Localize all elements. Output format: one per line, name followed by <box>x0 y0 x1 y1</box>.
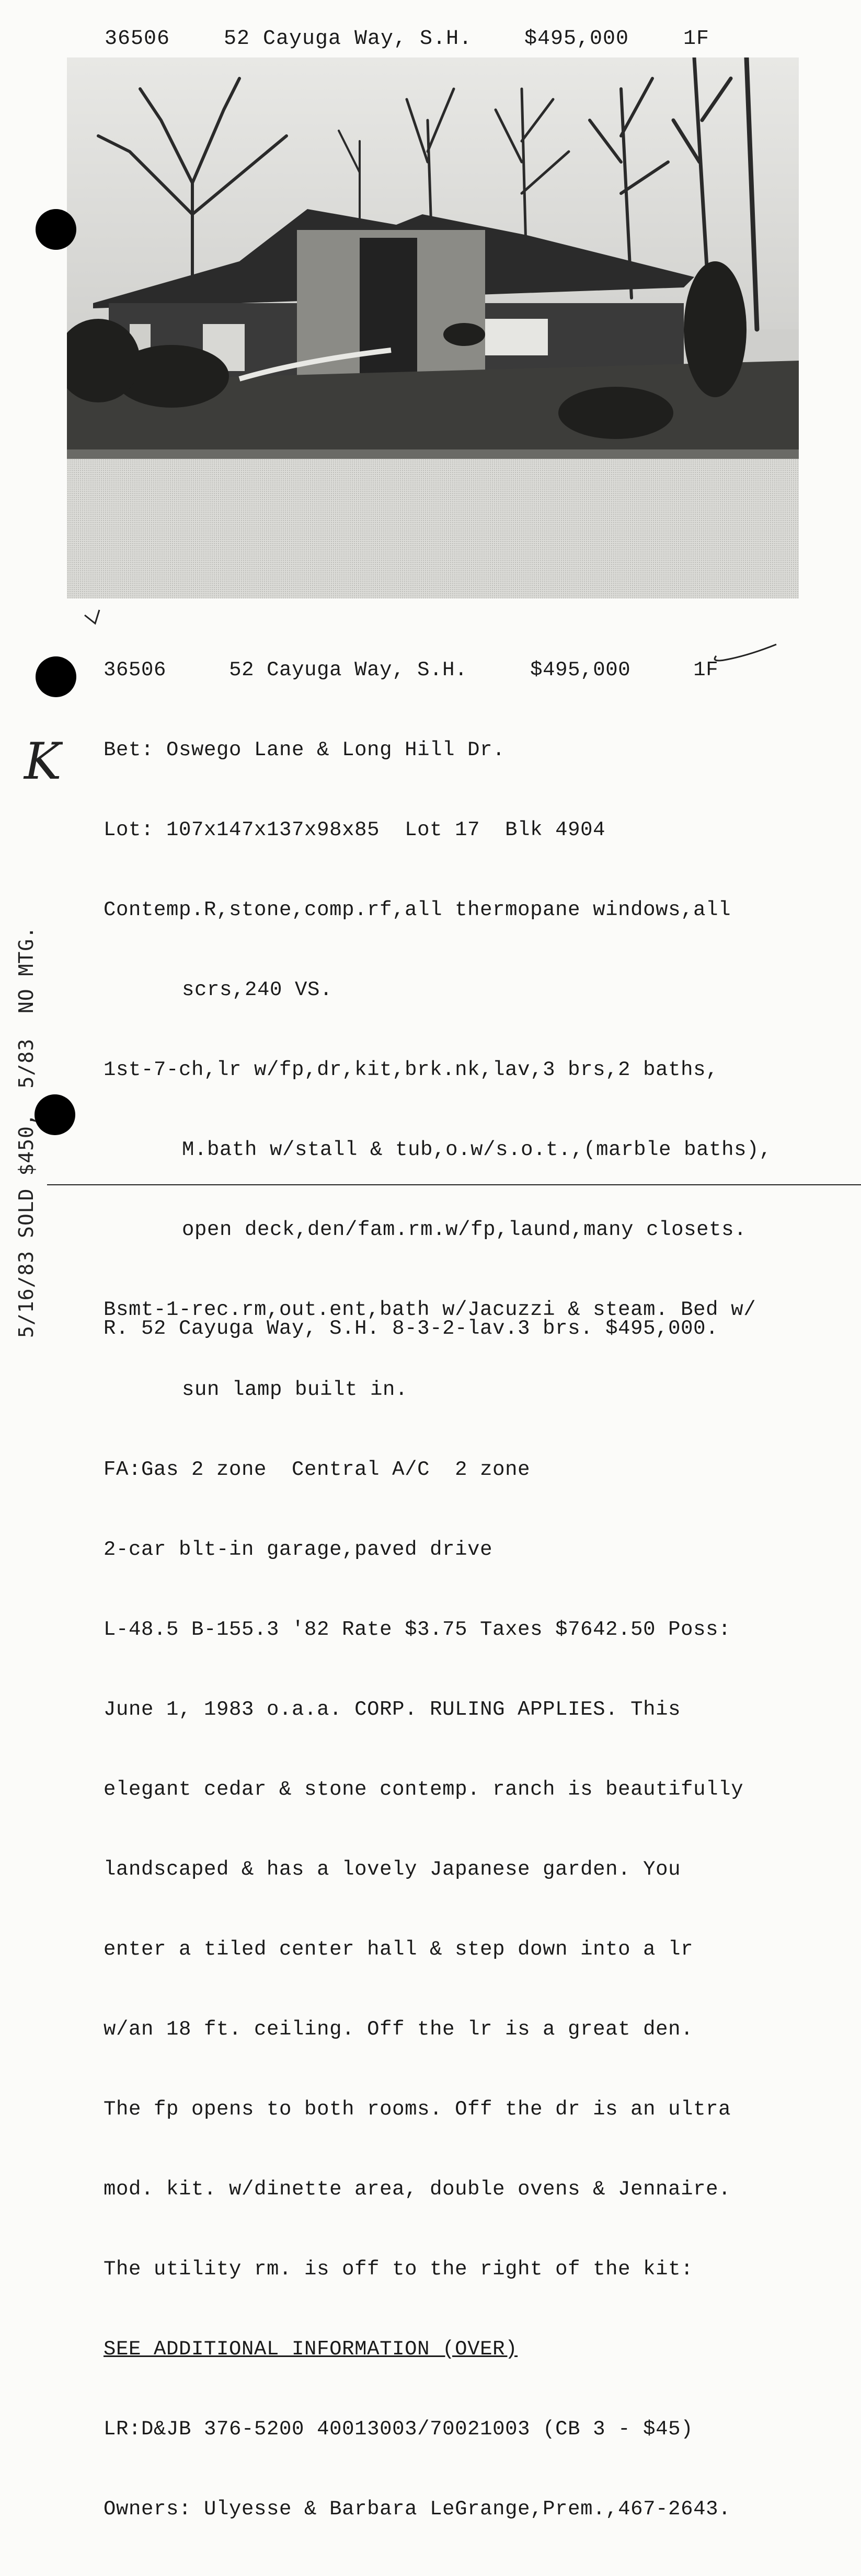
text-line: w/an 18 ft. ceiling. Off the lr is a great den. <box>104 2018 694 2041</box>
listing-address: 52 Cayuga Way, S.H. <box>229 659 468 681</box>
header-price: $495,000 <box>524 27 629 51</box>
owners-line: Owners: Ulyesse & Barbara LeGrange,Prem.,467-2643. <box>104 2498 731 2521</box>
header-address: 52 Cayuga Way, S.H. <box>224 27 473 51</box>
text-line: 2-car blt-in garage,paved drive <box>104 1538 493 1561</box>
binder-hole <box>36 656 76 697</box>
handwritten-initial-text: K <box>24 732 62 789</box>
divider <box>47 1184 861 1185</box>
see-additional-info: SEE ADDITIONAL INFORMATION (OVER) <box>104 2338 518 2361</box>
text-line: elegant cedar & stone contemp. ranch is beautifully <box>104 1778 744 1801</box>
text-line: sun lamp built in. <box>182 1378 408 1401</box>
tick-mark-icon <box>84 608 105 629</box>
handwritten-sold-note: 5/16/83 SOLD $450, 5/83 NO MTG. <box>15 926 38 1338</box>
check-squiggle-icon <box>711 640 779 666</box>
house-illustration <box>67 57 799 598</box>
text-line: 1st-7-ch,lr w/fp,dr,kit,brk.nk,lav,3 brs,2 baths, <box>104 1058 719 1081</box>
text-line: Contemp.R,stone,comp.rf,all thermopane windows,all <box>104 898 731 921</box>
text-line: M.bath w/stall & tub,o.w/s.o.t.,(marble baths), <box>182 1138 772 1161</box>
footer-line: R. 52 Cayuga Way, S.H. 8-3-2-lav.3 brs. $495,000. <box>104 1317 719 1340</box>
text-line: Lot: 107x147x137x98x85 Lot 17 Blk 4904 <box>104 818 606 841</box>
text-line: The utility rm. is off to the right of the kit: <box>104 2258 694 2281</box>
text-line: Bet: Oswego Lane & Long Hill Dr. <box>104 738 506 761</box>
text-line: Bsmt-1-rec.rm,out.ent,bath w/Jacuzzi & steam. Bed w/ <box>104 1298 756 1321</box>
listing-price: $495,000 <box>530 659 631 681</box>
text-line: mod. kit. w/dinette area, double ovens & Jennaire. <box>104 2178 731 2201</box>
listing-code: 1F <box>693 659 719 681</box>
binder-hole <box>35 1094 75 1135</box>
text-line: FA:Gas 2 zone Central A/C 2 zone <box>104 1458 531 1481</box>
handwritten-initial <box>21 732 63 789</box>
header-code: 1F <box>683 27 710 51</box>
text-line: landscaped & has a lovely Japanese garden. You <box>104 1858 681 1881</box>
text-line: open deck,den/fam.rm.w/fp,laund,many closets. <box>182 1218 747 1241</box>
listing-summary-line <box>104 657 772 684</box>
listing-text <box>104 604 772 2576</box>
property-photo <box>67 57 799 598</box>
text-line: The fp opens to both rooms. Off the dr is an ultra <box>104 2098 731 2121</box>
text-line: enter a tiled center hall & step down into a lr <box>104 1938 694 1961</box>
text-line: L-48.5 B-155.3 '82 Rate $3.75 Taxes $7642.50 Poss: <box>104 1618 731 1641</box>
text-line: scrs,240 VS. <box>182 978 333 1001</box>
binder-hole <box>36 209 76 250</box>
header-listing-number: 36506 <box>105 27 170 51</box>
text-line: June 1, 1983 o.a.a. CORP. RULING APPLIES. This <box>104 1698 681 1721</box>
listing-number: 36506 <box>104 659 167 681</box>
listing-realtor-line: LR:D&JB 376-5200 40013003/70021003 (CB 3 - $45) <box>104 2418 694 2441</box>
